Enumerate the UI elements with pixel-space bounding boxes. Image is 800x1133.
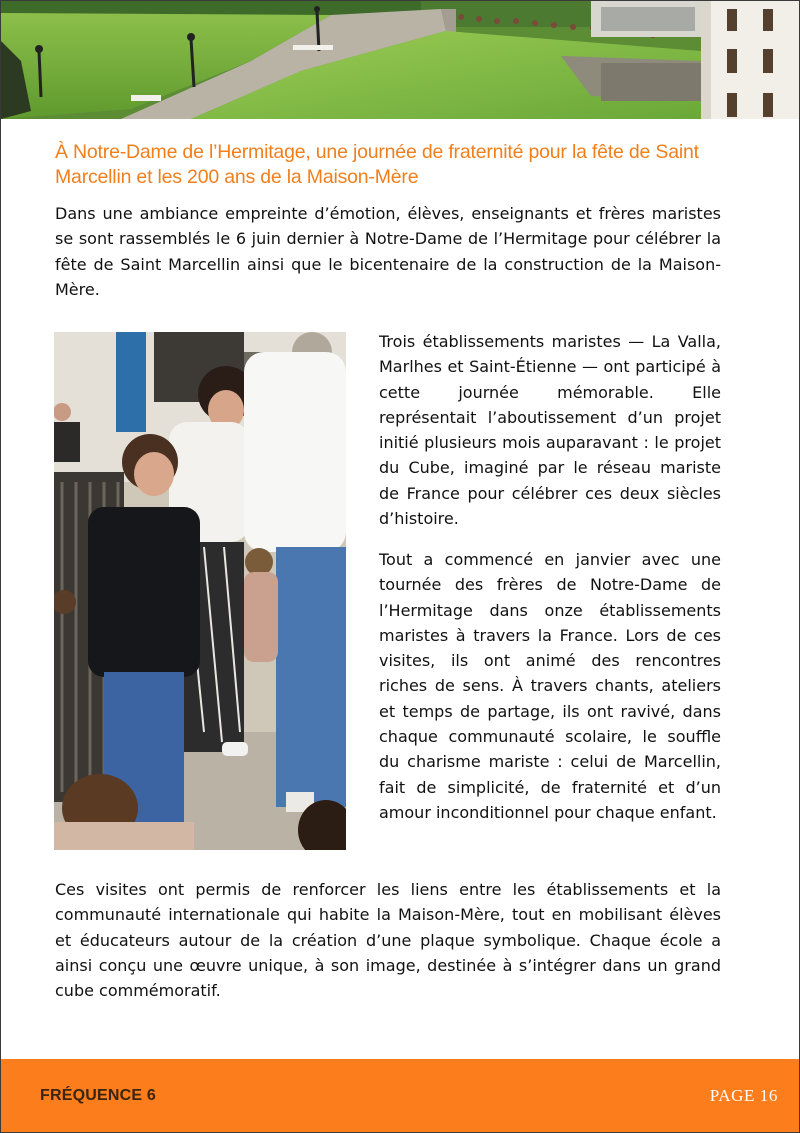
closing-paragraph: Ces visites ont permis de renforcer les liens entre les établissements et la communauté internationale qui habite la Maison-Mère, tout en mobilisant élèves et éducateurs autour de la création d’une plaque symbolique. Chaque école a ainsi conçu une œuvre unique, à son image, destinée à s’intégrer dans un grand cube commémoratif. (55, 880, 721, 1001)
article-title: À Notre-Dame de l’Hermitage, une journée de fraternité pour la fête de Saint Marcellin et les 200 ans de la Maison-Mère (55, 141, 699, 188)
page-footer (1, 1059, 799, 1132)
banner-photo (1, 1, 799, 119)
column-paragraph-2: Tout a commencé en janvier avec une tournée des frères de Notre-Dame de l’Hermitage dans onze établissements maristes à travers la France. Lors de ces visites, ils ont animé des rencontres riches de sens. À travers chants, ateliers et temps de partage, ils ont ravivé, dans chaque communauté scolaire, le souffle du charisme mariste : celui de Marcellin, fait de simplicité, de fraternité et d’un amour inconditionnel pour chaque enfant. (379, 550, 721, 822)
ceremony-photo (54, 332, 346, 850)
column-paragraph-1: Trois établissements maristes — La Valla, Marlhes et Saint-Étienne — ont participé à cette journée mémorable. Elle représentait l’aboutissement d’un projet initié plusieurs mois auparavant : le projet du Cube, imaginé par le réseau mariste de France pour célébrer ces deux siècles d’histoire. (379, 332, 721, 529)
page-number: PAGE 16 (709, 1086, 778, 1105)
publication-name: FRÉQUENCE 6 (40, 1087, 156, 1104)
intro-paragraph: Dans une ambiance empreinte d’émotion, élèves, enseignants et frères maristes se sont rassemblés le 6 juin dernier à Notre-Dame de l’Hermitage pour célébrer la fête de Saint Marcellin ainsi que le bicentenaire de la construction de la Maison-Mère. (55, 204, 721, 299)
